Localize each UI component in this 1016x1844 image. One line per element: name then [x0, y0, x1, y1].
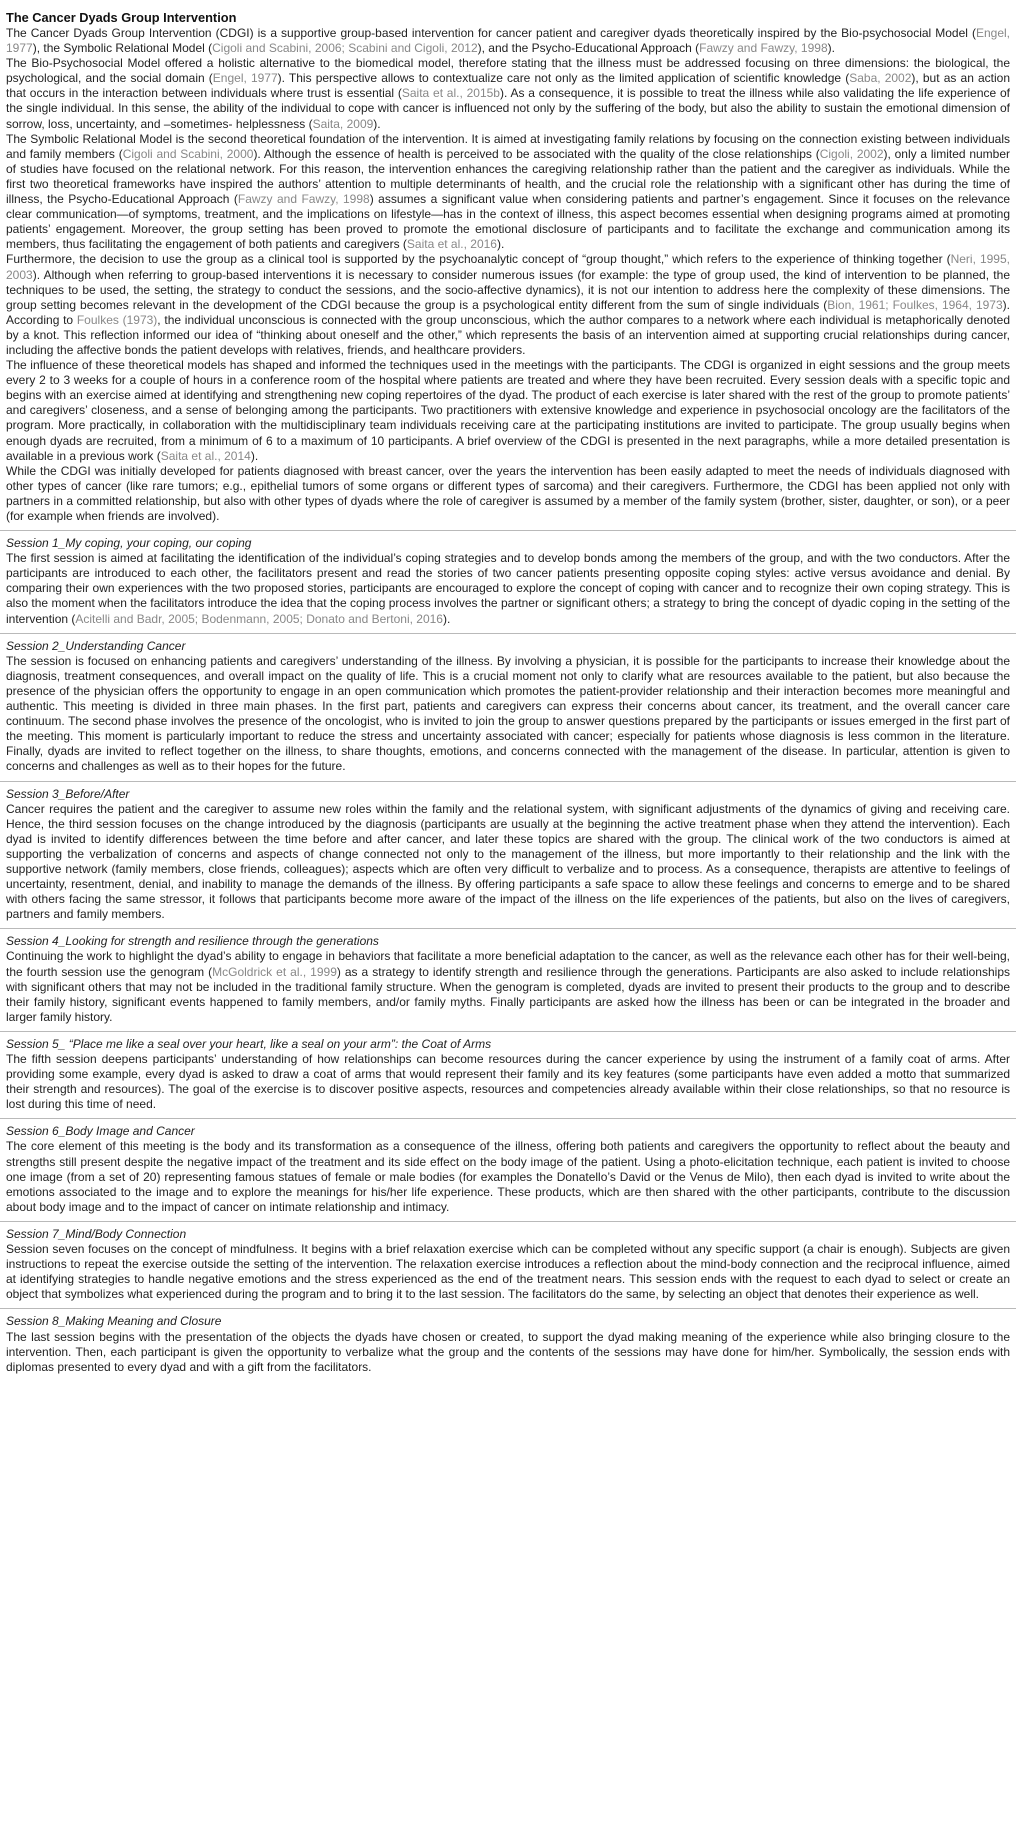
citation-link[interactable]: Engel, 1977	[212, 71, 278, 86]
session-title: Session 6_Body Image and Cancer	[6, 1124, 195, 1139]
citation-link[interactable]: Fawzy and Fawzy, 1998	[699, 41, 828, 56]
body-text: The Bio-Psychosocial Model offered a holistic alternative to the biomedical model, therefore stating that the illness must be addressed focusing on three dimensions: the biological, the psychological, and the social domain (	[6, 56, 1010, 86]
session-body	[0, 654, 1016, 775]
citation-link[interactable]: Engel, 1977	[6, 26, 1010, 56]
session-block	[0, 1119, 1016, 1221]
body-text: ), but as an action that occurs in the interaction between individuals where trust is essential (	[6, 71, 1011, 101]
body-text: The session is focused on enhancing patients and caregivers’ understanding of the illness. By involving a physician, it is possible for the participants to increase their knowledge about the diagnosis, treatment consequences, and overall impact on the quality of life. This is a crucial moment not only to clarify what are resources available to the patient, but also because the presence of the physician offers the opportunity to engage in an open communication which promotes the patient-provider relationship and their interaction becomes more meaningful and authentic. This meeting is divided in three main phases. In the first part, patients and caregivers can express their concerns about cancer, its treatment, and the overall cancer care continuum. The second phase involves the presence of the oncologist, who is invited to join the group to answer questions prepared by the participants or issues emerged in the first part of the meeting. This moment is particularly important to reduce the stress and uncertainty associated with cancer; especially for patients whose diagnosis is less common in the literature. Finally, dyads are invited to reflect together on the illness, to share thoughts, emotions, and concerns connected with the management of the disease. In particular, attention is given to concerns and challenges as well as to their hopes for the future.	[6, 653, 1010, 774]
citation-link[interactable]: Saita et al., 2015b	[401, 86, 500, 101]
session-title: Session 7_Mind/Body Connection	[6, 1226, 187, 1241]
citation-link[interactable]: Bion, 1961; Foulkes, 1964, 1973	[827, 297, 1003, 312]
intro-paragraph	[0, 358, 1016, 464]
session-title: Session 4_Looking for strength and resilience through the generations	[6, 934, 379, 949]
body-text: ). Although the essence of health is perceived to be associated with the quality of the close relationships (	[253, 146, 820, 161]
session-body	[0, 1330, 1016, 1375]
intro-paragraph	[0, 132, 1016, 253]
citation-link[interactable]: Foulkes (1973)	[76, 312, 158, 327]
session-title: Session 1_My coping, your coping, our coping	[6, 536, 252, 551]
intro-section	[0, 26, 1016, 530]
session-body	[0, 1139, 1016, 1214]
citation-link[interactable]: McGoldrick et al., 1999	[212, 964, 337, 979]
citation-link[interactable]: Saita et al., 2016	[406, 237, 497, 252]
citation-link[interactable]: Saita et al., 2014	[160, 448, 251, 463]
body-text: ).	[373, 116, 381, 131]
body-text: ), the Symbolic Relational Model (	[32, 41, 213, 56]
session-title: Session 5_ “Place me like a seal over your heart, like a seal on your arm”: the Coat of Arms	[6, 1036, 492, 1051]
body-text: Furthermore, the decision to use the group as a clinical tool is supported by the psychoanalytic concept of “group thought,” which refers to the experience of thinking together (	[6, 252, 951, 267]
body-text: ).	[250, 448, 259, 463]
session-title: Session 8_Making Meaning and Closure	[6, 1314, 222, 1329]
body-text: ) assumes a significant value when considering patients and partner’s engagement. Since it focuses on the relevance clear communication—of symptoms, treatment, and the implications on lifestyle—has in the context of illness, this aspect becomes essential when designing programs aimed at promoting patients’ engagement. Moreover, the group setting has been proved to promote the emotional disclosure of participants and to facilitate the exchange and communication among its members, thus facilitating the engagement of both patients and caregivers (	[6, 192, 1010, 252]
body-text: Session seven focuses on the concept of mindfulness. It begins with a brief relaxation exercise which can be completed without any specific support (a chair is enough). Subjects are given instructions to repeat the exercise outside the setting of the intervention. The relaxation exercise introduces a reflection about the mind-body connection and the reciprocal influence, aimed at identifying strategies to handle negative emotions and the stress experienced as the end of the treatment nears. This session ends with the request to each dyad to select or create an object that symbolizes what experienced during the program and to bring it to the last session. The facilitators do the same, by selecting an object that denotes their experience as well.	[6, 1242, 1010, 1302]
body-text: ), and the Psycho-Educational Approach (	[477, 41, 700, 56]
body-text: ). According to	[6, 297, 1011, 327]
session-block	[0, 1309, 1016, 1380]
intro-paragraph	[0, 464, 1016, 524]
body-text: The Symbolic Relational Model is the second theoretical foundation of the intervention. It is aimed at investigating family relations by focusing on the connection existing between individuals and family members (	[6, 131, 1010, 161]
intro-paragraph	[0, 56, 1016, 131]
body-text: , the individual unconscious is connected with the group unconscious, which the author compares to a network where each individual is metaphorically denoted by a knot. This reflection informed our idea of “thinking about oneself and the other,” which represents the basis of an intervention aimed at supporting crucial relationships during cancer, including the affective bonds the patient develops with relatives, friends, and healthcare providers.	[6, 312, 1010, 357]
body-text: Continuing the work to highlight the dyad’s ability to engage in behaviors that facilitate a more beneficial adaptation to the cancer, as well as the relevance each other has for their well-being, the fourth session use the genogram (	[6, 949, 1010, 979]
citation-link[interactable]: Saita, 2009	[312, 116, 374, 131]
citation-link[interactable]: Cigoli, 2002	[819, 146, 884, 161]
session-body	[0, 1052, 1016, 1112]
body-text: The first session is aimed at facilitating the identification of the individual’s coping strategies and to develop bonds among the members of the group, and with the two conductors. After the participants are introduced to each other, the facilitators present and read the stories of two cancer patients presenting opposite coping styles: active versus avoidance and denial. By comparing their own experiences with the two proposed stories, participants are encouraged to explore the concept of coping with cancer and to recognize their own coping strategy. This is also the moment when the facilitators introduce the idea that the coping process involves the partner or significant others; a strategy to bring the concept of dyadic coping in the setting of the intervention (	[6, 551, 1010, 626]
body-text: ).	[827, 41, 835, 56]
body-text: ). Although when referring to group-based interventions it is necessary to consider numerous issues (for example: the type of group used, the kind of intervention to be planned, the techniques to be used, the setting, the strategy to conduct the sessions, and the socio-affective dynamics), it is not our intention to address here the complexity of these dimensions. The group setting becomes relevant in the development of the CDGI because the group is a psychological entity different from the sum of single individuals (	[6, 267, 1010, 312]
session-body	[0, 1242, 1016, 1302]
session-block	[0, 531, 1016, 633]
session-body	[0, 949, 1016, 1024]
body-text: ).	[442, 611, 451, 626]
citation-link[interactable]: Acitelli and Badr, 2005; Bodenmann, 2005; Donato and Bertoni, 2016	[75, 611, 443, 626]
body-text: ).	[496, 237, 505, 252]
intro-paragraph	[0, 26, 1016, 56]
citation-link[interactable]: Saba, 2002	[849, 71, 912, 86]
citation-link[interactable]: Cigoli and Scabini, 2000	[122, 146, 254, 161]
session-body	[0, 802, 1016, 923]
sessions-list	[0, 530, 1016, 1381]
body-text: ). As a consequence, it is possible to treat the illness while also validating the life experience of the single individual. In this sense, the ability of the individual to cope with cancer is influenced not only by the suffering of the body, but also the ability to sustain the emotional dimension of sorrow, loss, uncertainty, and –sometimes- helplessness (	[6, 86, 1010, 131]
body-text: ), only a limited number of studies have focused on the relational network. For this reason, the intervention enhances the caregiving relationship rather than the patient and the caregiver as individuals. While the first two theoretical frameworks have inspired the authors’ attention to multiple determinants of health, and the crucial role the relationship with a significant other has during the time of illness, the Psycho-Educational Approach (	[6, 146, 1011, 207]
session-block	[0, 1032, 1016, 1118]
session-block	[0, 634, 1016, 781]
citation-link[interactable]: Neri, 1995, 2003	[6, 252, 1010, 282]
session-body	[0, 551, 1016, 626]
session-title: Session 2_Understanding Cancer	[6, 638, 186, 653]
body-text: The fifth session deepens participants’ understanding of how relationships can become resources during the cancer experience by using the instrument of a family coat of arms. After providing some example, every dyad is asked to draw a coat of arms that would represent their family and its key features (some participants have even added a motto that summarized their strength and resources). The goal of the exercise is to discover positive aspects, resources and competencies already available within their close relationships, so that no resource is lost during this time of need.	[6, 1052, 1010, 1112]
intro-paragraph	[0, 252, 1016, 358]
session-block	[0, 782, 1016, 929]
session-title: Session 3_Before/After	[6, 786, 130, 801]
body-text: The last session begins with the presentation of the objects the dyads have chosen or created, to support the dyad making meaning of the experience while also bringing closure to the intervention. Then, each participant is given the opportunity to verbalize what the group and the contents of the sessions may have done for him/her. Symbolically, the session ends with diplomas presented to every dyad and with a gift from the facilitators.	[6, 1329, 1010, 1374]
body-text: The influence of these theoretical models has shaped and informed the techniques used in the meetings with the participants. The CDGI is organized in eight sessions and the group meets every 2 to 3 weeks for a couple of hours in a conference room of the hospital where patients are treated and where they have been recruited. Every session deals with a specific topic and begins with an exercise aimed at identifying and strengthening new coping repertoires of the dyad. The product of each exercise is later shared with the rest of the group to promote patients’ and caregivers’ closeness, and a sense of belonging among the participants. Two practitioners with extensive knowledge and experience in psychosocial oncology are the facilitators of the program. More practically, in collaboration with the multidisciplinary team individuals receiving care at the participating institutions are invited to participate. The group usually begins when enough dyads are recruited, from a minimum of 6 to a maximum of 10 participants. A brief overview of the CDGI is presented in the next paragraphs, while a more detailed presentation is available in a previous work (	[6, 358, 1010, 463]
session-block	[0, 1222, 1016, 1308]
citation-link[interactable]: Fawzy and Fawzy, 1998	[237, 192, 370, 207]
body-text: Cancer requires the patient and the caregiver to assume new roles within the family and the relational system, with significant adjustments of the dynamics of giving and receiving care. Hence, the third session focuses on the change introduced by the diagnosis (participants are usually at the beginning the active treatment phase when they attend the intervention). Each dyad is invited to identify differences between the time before and after cancer, and later these topics are shared with the group. The clinical work of the two conductors is aimed at supporting the verbalization of concerns and aspects of change connected not only to the management of the illness, but more importantly to their relationship and the link with the supportive network (family members, close friends, colleagues); aspects which are often very difficult to verbalize and to process. As a consequence, therapists are attentive to feelings of uncertainty, resentment, denial, and inability to manage the demands of the illness. By offering participants a safe space to allow these feelings and concerns to emerge and to be shared with others facing the same stressor, it follows that participants become more aware of the impact of the illness on the life experiences of the patients, but also on the lives of caregivers, partners and family members.	[6, 801, 1010, 922]
citation-link[interactable]: Cigoli and Scabini, 2006; Scabini and Cigoli, 2012	[212, 41, 478, 56]
body-text: The Cancer Dyads Group Intervention (CDGI) is a supportive group-based intervention for cancer patient and caregiver dyads theoretically inspired by the Bio-psychosocial Model (	[6, 26, 976, 40]
body-text: ). This perspective allows to contextualize care not only as the limited application of scientific knowledge (	[277, 71, 850, 86]
section-heading: The Cancer Dyads Group Intervention	[6, 10, 237, 25]
body-text: The core element of this meeting is the body and its transformation as a consequence of the illness, offering both patients and caregivers the opportunity to reflect about the beauty and strengths still present despite the negative impact of the treatment and its side effect on the body image of the patient. Using a photo-elicitation technique, each patient is invited to choose one image (from a set of 20) representing famous statues of female or male bodies (for examples the Donatello’s David or the Venus de Milo), then each dyad is invited to write about the emotions associated to the image and to explore the meanings for his/her life experience. These products, which are then shared with the other participants, contribute to the discussion about body image and to the impact of cancer on intimate relationship and intimacy.	[6, 1139, 1010, 1214]
body-text: ) as a strategy to identify strength and resilience through the generations. Participants are also asked to include relationships with significant others that may not be included in the traditional family structure. When the genogram is completed, dyads are invited to present their products to the group and to describe their family history, significant events happened to family members, and/or family myths. Finally participants are asked how the illness has been or can be integrated in the broader and larger family history.	[6, 964, 1010, 1024]
body-text: While the CDGI was initially developed for patients diagnosed with breast cancer, over the years the intervention has been easily adapted to meet the needs of individuals diagnosed with other types of cancer (like rare tumors; e.g., epithelial tumors of some organs or different types of sarcoma) and their caregivers. Furthermore, the CDGI has been applied not only with partners in a committed relationship, but also with other types of dyads where the role of caregiver is assumed by a member of the family system (brother, sister, daughter, or son), or a peer (for example when friends are involved).	[6, 463, 1010, 523]
session-block	[0, 929, 1016, 1031]
